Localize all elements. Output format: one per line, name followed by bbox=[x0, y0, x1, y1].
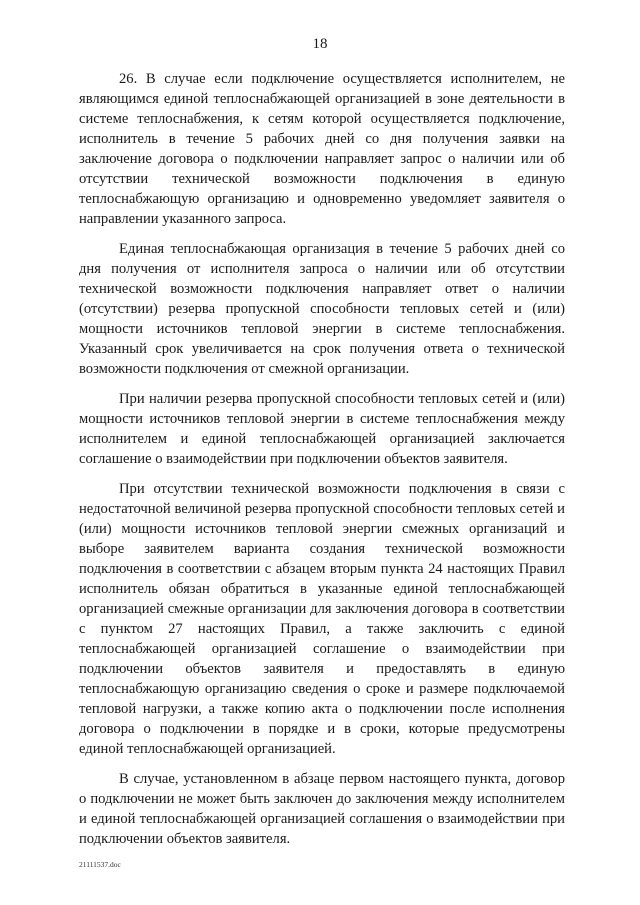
paragraph-1: 26. В случае если подключение осуществляется исполнителем, не являющимся единой теплоснабжающей организацией в зоне деятельности в системе теплоснабжения, к сетям которой осуществляется подключение, исполнитель в течение 5 рабочих дней со дня получения заявки на заключение договора о подключении направляет запрос о наличии или об отсутствии технической возможности подключения в единую теплоснабжающую организацию и одновременно уведомляет заявителя о направлении указанного запроса. bbox=[79, 71, 565, 227]
document-body bbox=[79, 69, 565, 859]
paragraph-2: Единая теплоснабжающая организация в течение 5 рабочих дней со дня получения от исполнителя запроса о наличии или об отсутствии технической возможности подключения направляет ответ о наличии (отсутствии) резерва пропускной способности тепловых сетей и (или) мощности источников тепловой энергии в системе теплоснабжения. Указанный срок увеличивается на срок получения ответа о технической возможности подключения от смежной организации. bbox=[79, 241, 565, 377]
paragraph-5: В случае, установленном в абзаце первом настоящего пункта, договор о подключении не может быть заключен до заключения между исполнителем и единой теплоснабжающей организацией соглашения о взаимодействии при подключении объектов заявителя. bbox=[79, 771, 565, 847]
footer-filename: 21111537.doc bbox=[79, 860, 121, 869]
paragraph-3: При наличии резерва пропускной способности тепловых сетей и (или) мощности источников тепловой энергии в системе теплоснабжения между исполнителем и единой теплоснабжающей организацией заключается соглашение о взаимодействии при подключении объектов заявителя. bbox=[79, 391, 565, 467]
page-number: 18 bbox=[312, 36, 328, 52]
paragraph-4: При отсутствии технической возможности подключения в связи с недостаточной величиной резерва пропускной способности тепловых сетей и (или) мощности источников тепловой энергии смежных организаций и выборе заявителем варианта создания технической возможности подключения в соответствии с абзацем вторым пункта 24 настоящих Правил исполнитель обязан обратиться в указанные единой теплоснабжающей организацией смежные организации для заключения договора в соответствии с пунктом 27 настоящих Правил, а также заключить с единой теплоснабжающей организацией соглашение о взаимодействии при подключении объектов заявителя и предоставлять в единую теплоснабжающую организацию сведения о сроке и размере подключаемой тепловой нагрузки, а также копию акта о подключении после исполнения договора о подключении в порядке и в сроки, которые предусмотрены единой теплоснабжающей организацией. bbox=[79, 481, 565, 757]
